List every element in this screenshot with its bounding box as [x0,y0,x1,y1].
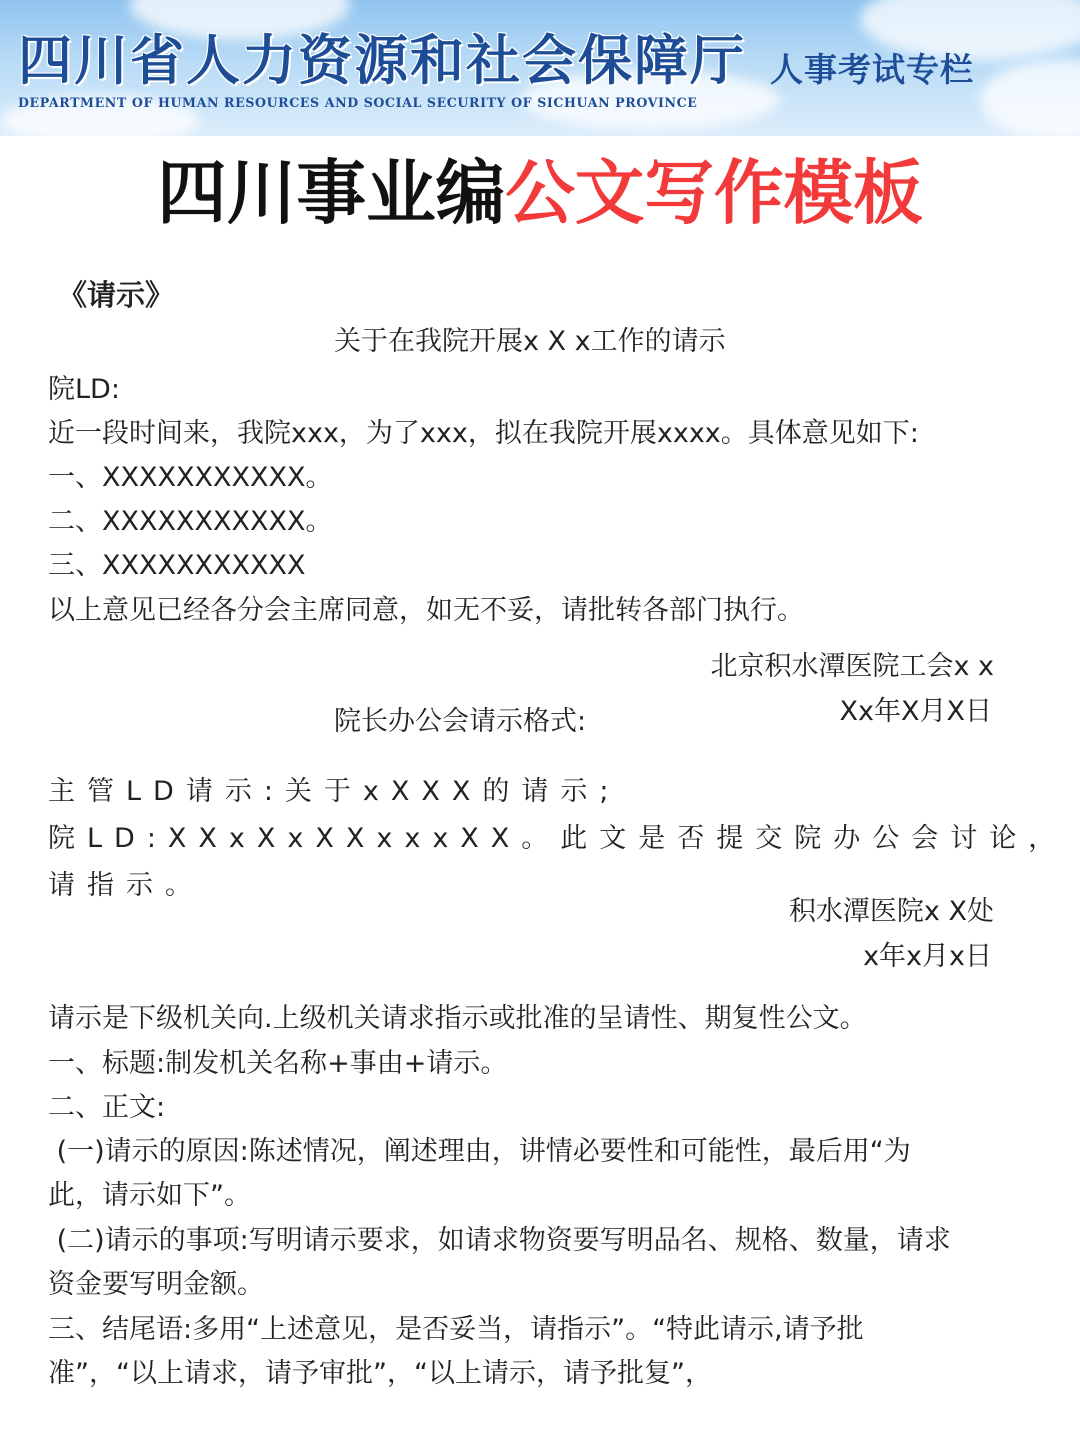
explanation-subpoint: (二)请示的事项:写明请示要求，如请求物资要写明品名、规格、数量，请求 [48,1225,951,1256]
sample1-item: 二、XXXXXXXXXXX。 [48,506,333,537]
explanation-subpoint: 此，请示如下”。 [48,1180,251,1211]
sample1-item: 三、XXXXXXXXXXX [48,550,306,581]
sample1-signature: 北京积水潭医院工会x x [710,651,994,682]
section-label: 《请示》 [58,278,175,312]
explanation-subpoint: (一)请示的原因:陈述情况，阐述理由，讲情必要性和可能性，最后用“为 [48,1136,911,1167]
sample2-signature: 积水潭医院x X处 [788,896,994,927]
sample1-heading: 关于在我院开展x X x工作的请示 [334,326,726,357]
sample1-item: 一、XXXXXXXXXXX。 [48,462,333,493]
explanation-point: 准”，“以上请求，请予审批”，“以上请示，请予批复”， [48,1358,712,1389]
explanation-point: 一、标题:制发机关名称+事由+请示。 [48,1048,508,1079]
sample2-line: 院LD:XXxXxXXxxxXX。此文是否提交院办公会讨论， [48,823,1068,854]
sample2-line: 请指示。 [48,870,204,901]
sample1-body: 近一段时间来，我院xxx，为了xxx，拟在我院开展xxxx。具体意见如下: [48,418,919,449]
explanation-point: 三、结尾语:多用“上述意见，是否妥当，请指示”。“特此请示,请予批 [48,1314,864,1345]
explanation-point: 二、正文: [48,1092,166,1123]
cloud-decoration [980,60,1080,136]
column-name: 人事考试专栏 [770,50,974,89]
sample2-line: 主管LD请示:关于xXXX的请示; [48,776,621,807]
title-part-black: 四川事业编 [157,153,506,234]
page-title [0,150,1080,238]
sample1-closing: 以上意见已经各分会主席同意，如无不妥，请批转各部门执行。 [48,595,804,626]
sample1-date: Xx年X月X日 [839,696,992,727]
header-banner [0,0,1080,136]
explanation-definition: 请示是下级机关向.上级机关请求指示或批准的呈请性、期复性公文。 [48,1003,867,1034]
department-english-name: DEPARTMENT OF HUMAN RESOURCES AND SOCIAL SECURITY OF SICHUAN PROVINCE [18,95,698,110]
title-part-red: 公文写作模板 [505,153,923,234]
explanation-subpoint: 资金要写明金额。 [48,1269,264,1300]
sample1-salutation: 院LD: [48,374,120,405]
department-name: 四川省人力资源和社会保障厅 [18,28,746,92]
sample2-date: x年x月x日 [863,941,992,972]
sample2-heading: 院长办公会请示格式: [334,706,587,737]
